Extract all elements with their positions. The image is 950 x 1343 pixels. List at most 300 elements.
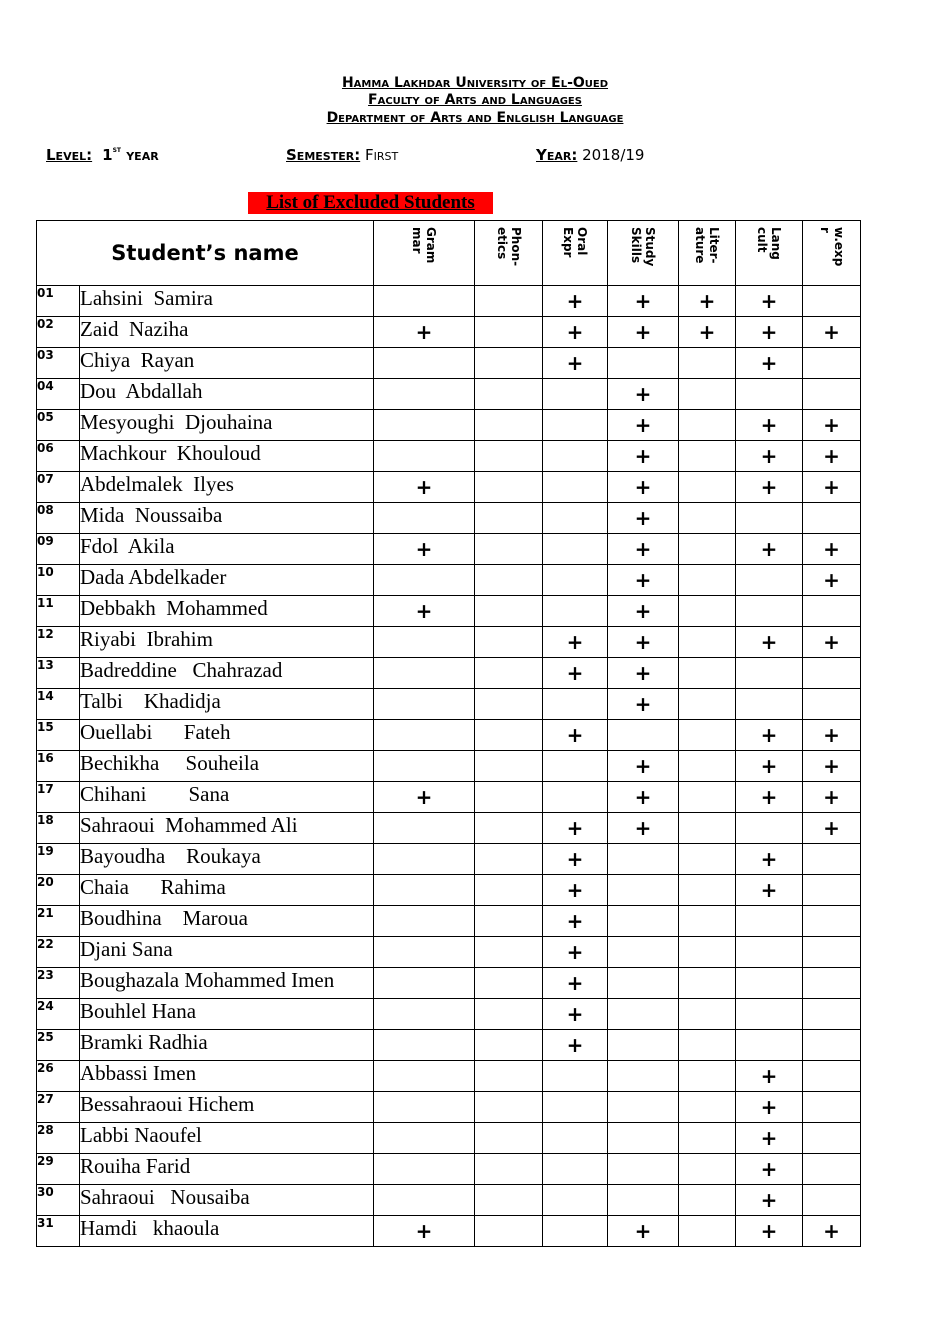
exclusion-cell: [803, 968, 861, 999]
row-number: 11: [37, 596, 80, 627]
student-name: Debbakh Mohammed: [80, 596, 374, 627]
row-number: 04: [37, 379, 80, 410]
row-number: 28: [37, 1123, 80, 1154]
row-number: 12: [37, 627, 80, 658]
exclusion-cell: [475, 999, 543, 1030]
exclusion-cell: [608, 1216, 679, 1247]
exclusion-mark: +: [760, 1064, 778, 1088]
table-row: [37, 813, 861, 844]
exclusion-cell: [803, 844, 861, 875]
exclusion-cell: [736, 1061, 803, 1092]
exclusion-cell: [608, 751, 679, 782]
exclusion-cell: [803, 658, 861, 689]
student-name: Sahraoui Mohammed Ali: [80, 813, 374, 844]
exclusion-cell: [475, 1030, 543, 1061]
exclusion-cell: [736, 844, 803, 875]
exclusion-mark: +: [634, 506, 652, 530]
exclusion-cell: [543, 1154, 608, 1185]
department-name: Department of Arts and Enlglish Language: [326, 110, 624, 126]
row-number: 02: [37, 317, 80, 348]
exclusion-cell: [475, 658, 543, 689]
faculty-name: Faculty of Arts and Languages: [368, 92, 582, 108]
exclusion-mark: +: [566, 630, 584, 654]
exclusion-cell: [543, 968, 608, 999]
exclusion-cell: [608, 348, 679, 379]
table-row: [37, 348, 861, 379]
exclusion-cell: [679, 379, 736, 410]
subject-header-grammar: [374, 221, 475, 286]
exclusion-cell: [608, 410, 679, 441]
student-name: Mida Noussaiba: [80, 503, 374, 534]
exclusion-cell: [736, 937, 803, 968]
exclusion-cell: [803, 565, 861, 596]
table-row: [37, 1185, 861, 1216]
row-number: 24: [37, 999, 80, 1030]
exclusion-cell: [543, 844, 608, 875]
row-number: 29: [37, 1154, 80, 1185]
exclusion-cell: [803, 1092, 861, 1123]
exclusion-cell: [374, 844, 475, 875]
table-row: [37, 317, 861, 348]
exclusion-cell: [608, 813, 679, 844]
exclusion-mark: +: [823, 413, 840, 437]
exclusion-cell: [608, 1030, 679, 1061]
exclusion-mark: +: [415, 475, 433, 499]
exclusion-mark: +: [760, 754, 778, 778]
table-row: [37, 658, 861, 689]
exclusion-cell: [475, 937, 543, 968]
exclusion-cell: [608, 565, 679, 596]
row-number: 14: [37, 689, 80, 720]
row-number: 23: [37, 968, 80, 999]
semester-field: [286, 146, 398, 164]
exclusion-cell: [374, 596, 475, 627]
exclusion-cell: [608, 1185, 679, 1216]
exclusion-cell: [608, 1061, 679, 1092]
exclusion-cell: [803, 1061, 861, 1092]
exclusion-mark: +: [634, 289, 652, 313]
exclusion-cell: [608, 658, 679, 689]
table-row: [37, 1154, 861, 1185]
student-name: Zaid Naziha: [80, 317, 374, 348]
row-number: 06: [37, 441, 80, 472]
exclusion-cell: [475, 720, 543, 751]
student-name: Talbi Khadidja: [80, 689, 374, 720]
exclusion-mark: +: [566, 971, 584, 995]
exclusion-cell: [475, 1123, 543, 1154]
level-label: Level:: [46, 146, 93, 164]
exclusion-cell: [543, 1061, 608, 1092]
row-number: 19: [37, 844, 80, 875]
exclusion-cell: [803, 441, 861, 472]
exclusion-mark: +: [415, 1219, 433, 1243]
exclusion-cell: [543, 782, 608, 813]
row-number: 17: [37, 782, 80, 813]
exclusion-cell: [803, 875, 861, 906]
exclusion-cell: [475, 1061, 543, 1092]
table-row: [37, 1030, 861, 1061]
exclusion-cell: [608, 503, 679, 534]
subject-label: Lang cult: [755, 227, 784, 260]
subject-header-study-skills: [608, 221, 679, 286]
exclusion-cell: [374, 689, 475, 720]
exclusion-mark: +: [634, 1219, 652, 1243]
exclusion-cell: [679, 410, 736, 441]
exclusion-mark: +: [566, 1002, 584, 1026]
table-row: [37, 906, 861, 937]
exclusion-mark: +: [415, 599, 433, 623]
level-sup: st: [112, 145, 121, 155]
exclusion-cell: [679, 999, 736, 1030]
subject-header-written-expression: [803, 221, 861, 286]
exclusion-cell: [736, 813, 803, 844]
exclusion-cell: [736, 441, 803, 472]
exclusion-cell: [543, 1216, 608, 1247]
exclusion-cell: [543, 1123, 608, 1154]
exclusion-cell: [736, 1123, 803, 1154]
exclusion-mark: +: [760, 320, 778, 344]
exclusion-cell: [803, 410, 861, 441]
exclusion-cell: [374, 999, 475, 1030]
exclusion-cell: [475, 379, 543, 410]
exclusion-cell: [679, 813, 736, 844]
student-name: Chaia Rahima: [80, 875, 374, 906]
exclusion-cell: [543, 410, 608, 441]
exclusion-cell: [736, 1154, 803, 1185]
exclusion-cell: [374, 565, 475, 596]
exclusion-cell: [475, 751, 543, 782]
table-row: [37, 968, 861, 999]
exclusion-cell: [543, 348, 608, 379]
excluded-students-table: [36, 220, 861, 1247]
row-number: 15: [37, 720, 80, 751]
exclusion-cell: [803, 286, 861, 317]
exclusion-cell: [803, 751, 861, 782]
exclusion-cell: [374, 1123, 475, 1154]
table-row: [37, 627, 861, 658]
exclusion-cell: [608, 999, 679, 1030]
exclusion-cell: [608, 317, 679, 348]
exclusion-mark: +: [566, 940, 584, 964]
exclusion-cell: [679, 441, 736, 472]
table-header-row: [37, 221, 861, 286]
exclusion-cell: [475, 410, 543, 441]
student-name: Abbassi Imen: [80, 1061, 374, 1092]
exclusion-cell: [679, 689, 736, 720]
exclusion-cell: [679, 596, 736, 627]
exclusion-cell: [475, 968, 543, 999]
table-row: [37, 472, 861, 503]
exclusion-cell: [475, 1216, 543, 1247]
exclusion-cell: [374, 1154, 475, 1185]
list-title: [248, 192, 493, 214]
row-number: 21: [37, 906, 80, 937]
exclusion-cell: [608, 906, 679, 937]
exclusion-mark: +: [760, 1188, 778, 1212]
exclusion-cell: [736, 1185, 803, 1216]
exclusion-mark: +: [566, 847, 584, 871]
exclusion-cell: [736, 317, 803, 348]
exclusion-cell: [374, 1030, 475, 1061]
exclusion-cell: [679, 1030, 736, 1061]
exclusion-mark: +: [823, 785, 840, 809]
exclusion-cell: [679, 906, 736, 937]
exclusion-cell: [736, 565, 803, 596]
exclusion-mark: +: [634, 444, 652, 468]
level-field: [46, 146, 159, 164]
exclusion-cell: [374, 658, 475, 689]
student-name: Bechikha Souheila: [80, 751, 374, 782]
exclusion-cell: [679, 720, 736, 751]
level-suffix: year: [126, 146, 159, 164]
exclusion-cell: [679, 1216, 736, 1247]
exclusion-cell: [803, 379, 861, 410]
student-name: Sahraoui Nousaiba: [80, 1185, 374, 1216]
exclusion-cell: [736, 689, 803, 720]
student-name: Bessahraoui Hichem: [80, 1092, 374, 1123]
student-name: Djani Sana: [80, 937, 374, 968]
table-row: [37, 720, 861, 751]
exclusion-cell: [679, 627, 736, 658]
exclusion-mark: +: [823, 723, 840, 747]
exclusion-cell: [608, 689, 679, 720]
exclusion-mark: +: [760, 723, 778, 747]
exclusion-cell: [374, 317, 475, 348]
row-number: 20: [37, 875, 80, 906]
exclusion-mark: +: [634, 475, 652, 499]
exclusion-cell: [543, 689, 608, 720]
table-row: [37, 1216, 861, 1247]
exclusion-cell: [374, 875, 475, 906]
exclusion-cell: [475, 503, 543, 534]
exclusion-cell: [374, 534, 475, 565]
table-row: [37, 844, 861, 875]
exclusion-cell: [475, 1092, 543, 1123]
exclusion-mark: +: [415, 320, 433, 344]
subject-header-literature: [679, 221, 736, 286]
exclusion-cell: [803, 906, 861, 937]
exclusion-cell: [679, 348, 736, 379]
row-number: 27: [37, 1092, 80, 1123]
exclusion-cell: [608, 844, 679, 875]
table-row: [37, 1123, 861, 1154]
exclusion-cell: [803, 596, 861, 627]
exclusion-cell: [475, 441, 543, 472]
exclusion-cell: [736, 906, 803, 937]
exclusion-mark: +: [760, 1219, 778, 1243]
row-number: 07: [37, 472, 80, 503]
exclusion-mark: +: [634, 599, 652, 623]
exclusion-cell: [679, 968, 736, 999]
exclusion-cell: [736, 1030, 803, 1061]
exclusion-cell: [374, 627, 475, 658]
exclusion-cell: [803, 348, 861, 379]
exclusion-cell: [475, 317, 543, 348]
table-row: [37, 875, 861, 906]
exclusion-cell: [374, 503, 475, 534]
exclusion-cell: [608, 534, 679, 565]
exclusion-cell: [736, 1216, 803, 1247]
exclusion-cell: [679, 658, 736, 689]
table-row: [37, 999, 861, 1030]
exclusion-cell: [608, 472, 679, 503]
row-number: 18: [37, 813, 80, 844]
semester-label: Semester:: [286, 146, 361, 164]
exclusion-mark: +: [760, 444, 778, 468]
exclusion-cell: [736, 503, 803, 534]
exclusion-cell: [736, 534, 803, 565]
exclusion-cell: [803, 534, 861, 565]
row-number: 16: [37, 751, 80, 782]
exclusion-cell: [679, 472, 736, 503]
exclusion-cell: [374, 1216, 475, 1247]
exclusion-cell: [475, 906, 543, 937]
exclusion-cell: [475, 844, 543, 875]
student-name: Lahsini Samira: [80, 286, 374, 317]
exclusion-cell: [543, 596, 608, 627]
exclusion-cell: [679, 844, 736, 875]
exclusion-cell: [803, 1216, 861, 1247]
exclusion-cell: [736, 379, 803, 410]
exclusion-cell: [374, 1061, 475, 1092]
exclusion-cell: [374, 906, 475, 937]
exclusion-cell: [374, 441, 475, 472]
subject-label: Phon- etics: [494, 227, 523, 267]
exclusion-mark: +: [698, 289, 716, 313]
subject-header-oral-expression: [543, 221, 608, 286]
exclusion-mark: +: [760, 1157, 778, 1181]
exclusion-cell: [803, 1030, 861, 1061]
row-number: 25: [37, 1030, 80, 1061]
exclusion-cell: [374, 813, 475, 844]
exclusion-cell: [803, 1185, 861, 1216]
subject-header-language-culture: [736, 221, 803, 286]
exclusion-cell: [543, 906, 608, 937]
student-name: Dou Abdallah: [80, 379, 374, 410]
student-name: Boughazala Mohammed Imen: [80, 968, 374, 999]
exclusion-cell: [543, 751, 608, 782]
exclusion-cell: [543, 720, 608, 751]
row-number: 26: [37, 1061, 80, 1092]
exclusion-cell: [374, 379, 475, 410]
exclusion-mark: +: [823, 1219, 840, 1243]
table-row: [37, 937, 861, 968]
row-number: 13: [37, 658, 80, 689]
exclusion-cell: [608, 1154, 679, 1185]
exclusion-cell: [679, 937, 736, 968]
exclusion-cell: [608, 1123, 679, 1154]
exclusion-cell: [374, 1185, 475, 1216]
exclusion-cell: [679, 782, 736, 813]
row-number: 30: [37, 1185, 80, 1216]
exclusion-cell: [543, 379, 608, 410]
exclusion-cell: [803, 627, 861, 658]
subject-label: Oral Expr: [561, 227, 590, 258]
subject-label: Liter- ature: [693, 227, 722, 264]
exclusion-cell: [475, 813, 543, 844]
exclusion-cell: [475, 627, 543, 658]
exclusion-mark: +: [634, 413, 652, 437]
exclusion-mark: +: [634, 568, 652, 592]
exclusion-cell: [608, 286, 679, 317]
exclusion-cell: [475, 689, 543, 720]
student-name: Boudhina Maroua: [80, 906, 374, 937]
subject-header-phonetics: [475, 221, 543, 286]
exclusion-cell: [374, 968, 475, 999]
exclusion-cell: [543, 937, 608, 968]
student-name: Bramki Radhia: [80, 1030, 374, 1061]
exclusion-cell: [475, 348, 543, 379]
student-name: Riyabi Ibrahim: [80, 627, 374, 658]
exclusion-cell: [679, 503, 736, 534]
student-name: Machkour Khouloud: [80, 441, 374, 472]
exclusion-cell: [543, 472, 608, 503]
exclusion-cell: [543, 534, 608, 565]
exclusion-cell: [736, 782, 803, 813]
exclusion-mark: +: [823, 537, 840, 561]
exclusion-cell: [543, 999, 608, 1030]
exclusion-mark: +: [760, 413, 778, 437]
exclusion-mark: +: [760, 475, 778, 499]
table-row: [37, 565, 861, 596]
exclusion-cell: [736, 286, 803, 317]
row-number: 01: [37, 286, 80, 317]
exclusion-mark: +: [760, 847, 778, 871]
exclusion-mark: +: [566, 723, 584, 747]
exclusion-cell: [608, 937, 679, 968]
row-number: 31: [37, 1216, 80, 1247]
row-number: 22: [37, 937, 80, 968]
exclusion-cell: [679, 875, 736, 906]
year-field: [536, 146, 644, 164]
exclusion-cell: [543, 627, 608, 658]
exclusion-mark: +: [760, 785, 778, 809]
exclusion-cell: [543, 658, 608, 689]
exclusion-cell: [803, 782, 861, 813]
exclusion-mark: +: [823, 320, 840, 344]
exclusion-cell: [679, 286, 736, 317]
exclusion-mark: +: [760, 630, 778, 654]
exclusion-mark: +: [823, 754, 840, 778]
exclusion-mark: +: [823, 444, 840, 468]
exclusion-cell: [679, 534, 736, 565]
exclusion-mark: +: [566, 816, 584, 840]
exclusion-mark: +: [760, 1126, 778, 1150]
exclusion-cell: [374, 472, 475, 503]
subject-label: Gram mar: [410, 227, 439, 264]
exclusion-cell: [803, 937, 861, 968]
exclusion-cell: [374, 782, 475, 813]
exclusion-mark: +: [823, 816, 840, 840]
table-row: [37, 441, 861, 472]
student-name: Rouiha Farid: [80, 1154, 374, 1185]
exclusion-mark: +: [634, 661, 652, 685]
exclusion-cell: [803, 472, 861, 503]
exclusion-cell: [608, 379, 679, 410]
exclusion-mark: +: [415, 785, 433, 809]
exclusion-mark: +: [634, 630, 652, 654]
table-row: [37, 410, 861, 441]
student-name: Hamdi khaoula: [80, 1216, 374, 1247]
exclusion-mark: +: [566, 878, 584, 902]
exclusion-cell: [475, 596, 543, 627]
exclusion-cell: [475, 875, 543, 906]
exclusion-cell: [803, 689, 861, 720]
table-row: [37, 751, 861, 782]
exclusion-cell: [374, 1092, 475, 1123]
table-row: [37, 782, 861, 813]
exclusion-cell: [803, 813, 861, 844]
